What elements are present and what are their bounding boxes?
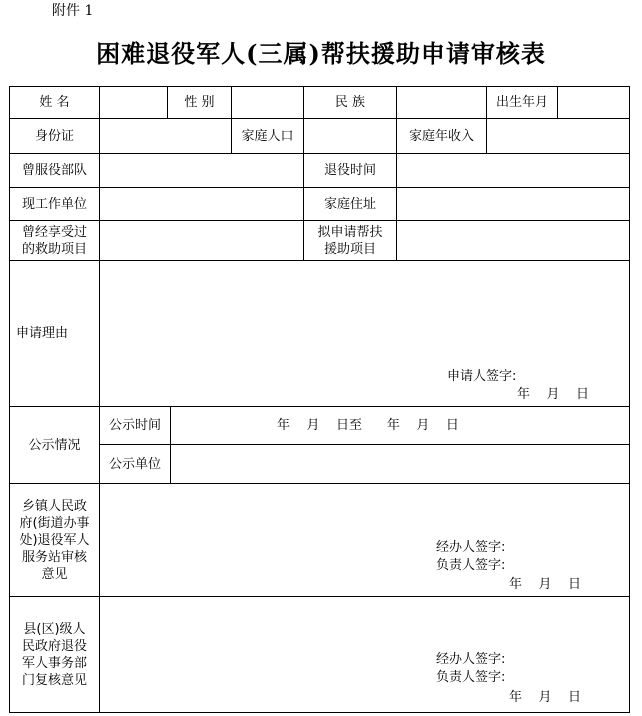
current-work-field[interactable] [100, 188, 303, 220]
publicity-unit-label: 公示单位 [108, 456, 161, 472]
applicant-signature-date: 年 月 日 [517, 387, 590, 402]
border-bottom [9, 712, 630, 713]
publicity-time-label: 公示时间 [108, 418, 161, 433]
county-handler-signature: 经办人签字: [436, 652, 506, 667]
reason-field[interactable] [100, 261, 629, 406]
form-title: 困难退役军人(三属)帮扶援助申请审核表 [96, 39, 546, 68]
household-income-label: 家庭年收入 [408, 128, 474, 144]
past-aid-field[interactable] [100, 221, 303, 260]
discharge-time-field[interactable] [397, 154, 629, 187]
birth-date-field[interactable] [558, 87, 629, 118]
name-field[interactable] [100, 87, 167, 118]
gender-label: 性 别 [184, 95, 215, 110]
county-responsible-signature: 负责人签字: [436, 670, 506, 685]
township-responsible-signature: 负责人签字: [436, 558, 506, 573]
ethnicity-field[interactable] [397, 87, 486, 118]
home-address-label: 家庭住址 [323, 196, 376, 212]
past-aid-label: 曾经享受过 的救助项目 [21, 224, 87, 257]
border-right [629, 86, 630, 713]
household-income-field[interactable] [487, 119, 629, 153]
planned-aid-label: 拟申请帮扶 援助项目 [317, 224, 383, 257]
discharge-time-label: 退役时间 [323, 163, 376, 178]
publicity-unit-field[interactable] [171, 445, 629, 483]
home-address-field[interactable] [397, 188, 629, 220]
id-card-label: 身份证 [34, 128, 74, 144]
county-review-date: 年 月 日 [509, 690, 582, 705]
household-size-field[interactable] [304, 119, 396, 153]
ethnicity-label: 民 族 [334, 95, 366, 110]
township-handler-signature: 经办人签字: [436, 540, 506, 555]
township-review-label: 乡镇人民政 府(街道办事 处)退役军人 服务站审核 意见 [19, 498, 90, 582]
publicity-label: 公示情况 [28, 437, 81, 453]
name-label: 姓 名 [39, 95, 70, 110]
birth-date-label: 出生年月 [495, 95, 548, 110]
current-work-label: 现工作单位 [21, 196, 87, 212]
publicity-time-value[interactable]: 年 月 日至 年 月 日 [277, 418, 459, 433]
attachment-label: 附件 1 [52, 3, 94, 19]
former-unit-label: 曾服役部队 [21, 163, 87, 178]
county-review-label: 县(区)级人 民政府退役 军人事务部 门复核意见 [21, 621, 87, 688]
former-unit-field[interactable] [100, 154, 303, 187]
applicant-signature-label: 申请人签字: [447, 369, 517, 384]
gender-field[interactable] [232, 87, 303, 118]
reason-label: 申请理由 [16, 326, 69, 341]
township-review-date: 年 月 日 [509, 577, 582, 592]
id-card-field[interactable] [100, 119, 231, 153]
household-size-label: 家庭人口 [241, 128, 294, 144]
planned-aid-field[interactable] [397, 221, 629, 260]
